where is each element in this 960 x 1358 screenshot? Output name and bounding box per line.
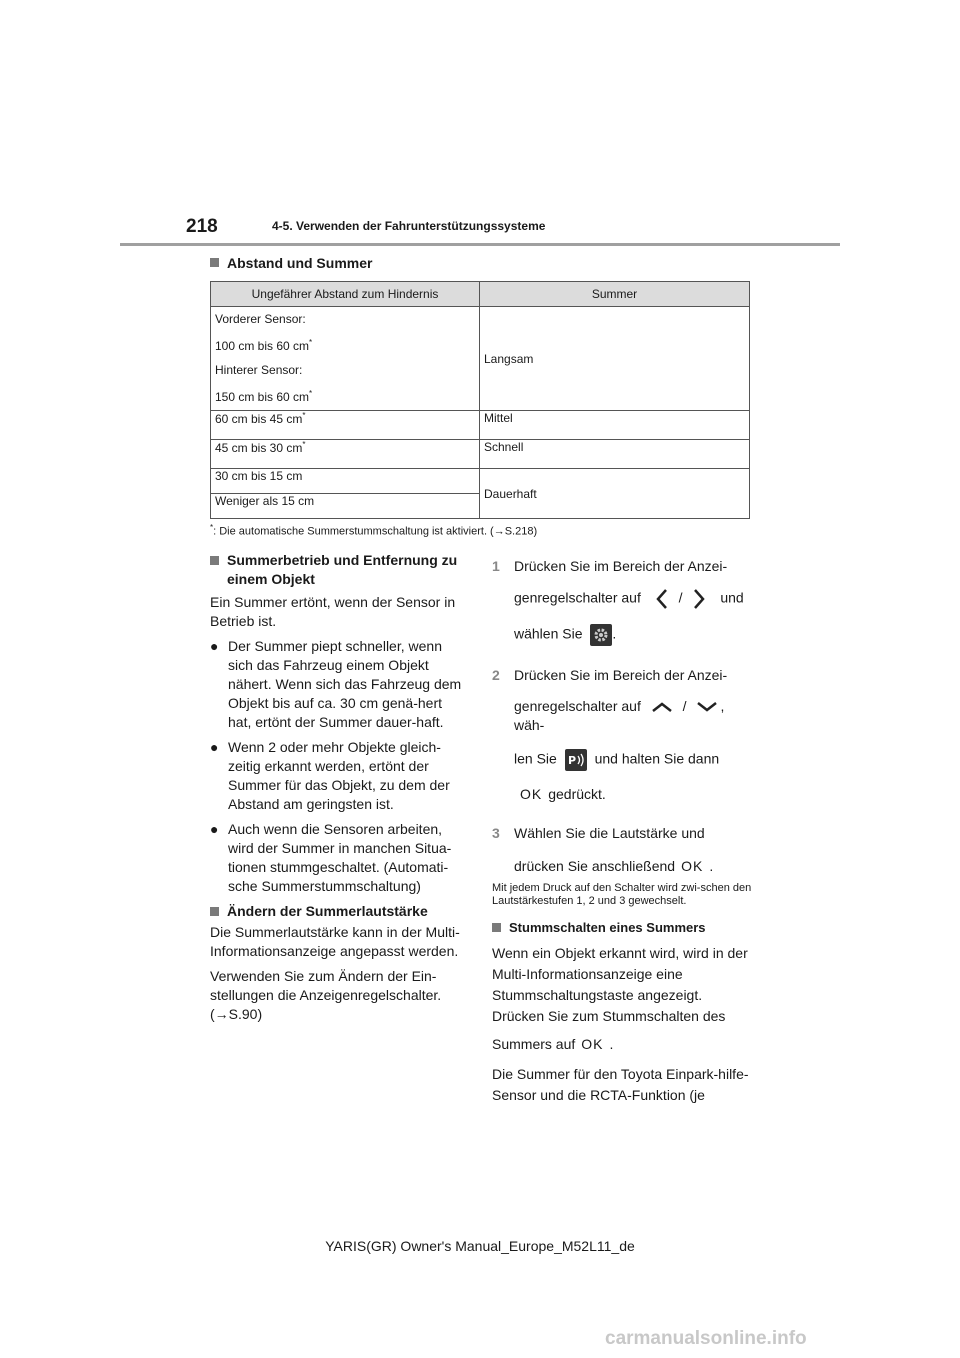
table-row: 30 cm bis 15 cm Dauerhaft [211,469,750,494]
step-2: 2 Drücken Sie im Bereich der Anzei- genregelschalter auf / , wäh- len Sie P und halten Sie dann OK gedrückt. [492,667,728,802]
gear-icon [590,624,612,646]
list-item: ● Der Summer piept schneller, wenn sich das Fahrzeug einem Objekt nähert. Wenn sich das Fahrzeug dem Objekt bis auf ca. 30 cm genä-hert hat, ertönt der Summer dauer-haft. [210,638,462,730]
square-bullet-icon [210,907,219,916]
ok-icon: OK [520,786,543,802]
note-volume-levels: Mit jedem Druck auf den Schalter wird zwi-schen den Lautstärkestufen 1, 2 und 3 gewechselt. [492,882,752,907]
page-number: 218 [186,216,218,237]
svg-text:P: P [567,754,576,767]
table-row: Vorderer Sensor: 100 cm bis 60 cm* Hinterer Sensor: 150 cm bis 60 cm* Langsam [211,307,750,411]
section-title: 4-5. Verwenden der Fahrunterstützungssysteme [272,219,546,233]
distance-buzzer-table [210,281,750,519]
square-bullet-icon [492,923,501,932]
table-row: 45 cm bis 30 cm* Schnell [211,440,750,469]
ok-icon: OK [581,1036,604,1052]
header-rule [120,243,840,246]
table-header-row [211,282,750,307]
right-column: 1 Drücken Sie im Bereich der Anzei- genregelschalter auf / und wählen Sie . 2 Drücken Sie im Bereich der Anzei- genregelschalter auf / , wäh- len Sie P und halten Sie dann OK gedrückt. 3 Wählen Sie die Lautstärke und drücken Sie anschließend OK . Mit jedem Druck auf den Schalter wird zwi-schen den Lautstärkestufen 1, 2 und 3 gewechselt. Stummschalten eines Summers Wenn ein Objekt erkannt wird, wird in der Multi-Informationsanzeige eine Stummschaltungstaste angezeigt. Drücken Sie zum Stummschalten des Summers auf OK . Die Summer für den Toyota Einpark-hilfe-Sensor und die RCTA-Funktion (je [492,558,752,1103]
table-header-distance: Ungefährer Abstand zum Hindernis [211,282,480,307]
heading-volume: Ändern der Summerlautstärke [210,902,465,921]
step-3: 3 Wählen Sie die Lautstärke und drücken Sie anschließend OK . [492,825,714,874]
square-bullet-icon [210,556,219,565]
heading-distance-buzzer: Abstand und Summer [210,255,372,271]
chevron-left-icon [655,588,669,610]
bullet-dot-icon: ● [210,739,219,755]
table-row: Weniger als 15 cm [211,494,750,519]
square-bullet-icon [210,258,219,267]
left-column: Summerbetrieb und Entfernung zu einem Objekt Ein Summer ertönt, wenn der Sensor in Betrieb ist. ● Der Summer piept schneller, wenn sich das Fahrzeug einem Objekt nähert. Wenn sich das Fahrzeug dem Objekt bis auf ca. 30 cm genä-hert hat, ertönt der Summer dauer-haft. ● Wenn 2 oder mehr Objekte gleich-zeitig erkannt werden, ertönt der Summer für das Objekt, zu dem der Abstand am geringsten ist. ● Auch wenn die Sensoren arbeiten, wird der Summer in manchen Situa-tionen stummgeschaltet. (Automati-sche Summerstummschaltung) Ändern der Summerlautstärke Die Summerlautstärke kann in der Multi-Informationsanzeige angepasst werden. Verwenden Sie zum Ändern der Ein-stellungen die Anzeigenregelschalter. (→S.90) [210,551,465,1030]
heading-mute: Stummschalten eines Summers [492,918,752,937]
table-header-buzzer: Summer [480,282,750,307]
step-1: 1 Drücken Sie im Bereich der Anzei- genregelschalter auf / und wählen Sie . [492,557,752,664]
table-footnote: *: Die automatische Summerstummschaltung ist aktiviert. (→S.218) [210,523,538,538]
list-item: ● Wenn 2 oder mehr Objekte gleich-zeitig erkannt werden, ertönt der Summer für das Objekt, zu dem der Abstand am geringsten ist. [210,739,450,812]
watermark: carmanualsonline.info [605,1328,807,1349]
list-item: ● Auch wenn die Sensoren arbeiten, wird der Summer in manchen Situa-tionen stummgeschaltet. (Automati-sche Summerstummschaltung) [210,821,452,894]
table-row: 60 cm bis 45 cm* Mittel [211,411,750,440]
chevron-up-icon [651,701,673,713]
heading-operation: Summerbetrieb und Entfernung zu einem Objekt [210,551,465,589]
page-footer: YARIS(GR) Owner's Manual_Europe_M52L11_de [325,1238,635,1254]
bullet-dot-icon: ● [210,638,219,654]
chevron-right-icon [692,588,706,610]
bullet-dot-icon: ● [210,821,219,837]
ok-icon: OK [681,858,704,874]
parking-sensor-icon [565,749,587,771]
chevron-down-icon [696,701,718,713]
